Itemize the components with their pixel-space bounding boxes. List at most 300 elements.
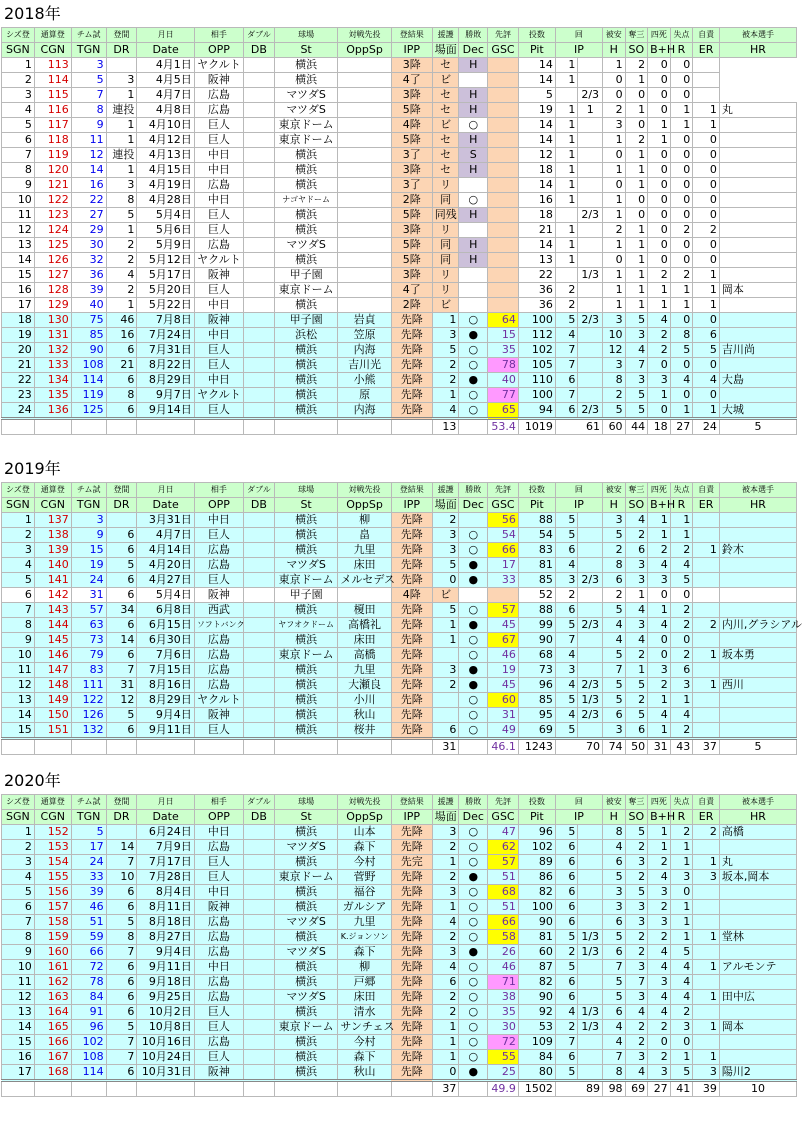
total-cell: [274, 419, 338, 435]
table-cell: 吉川尚: [719, 343, 796, 358]
table-cell: 0: [693, 148, 720, 163]
table-cell: 6: [106, 990, 137, 1005]
table-cell: 4月8日: [137, 103, 194, 118]
table-cell: [459, 588, 488, 603]
table-cell: 先降: [391, 1050, 432, 1065]
table-cell: 4: [648, 1005, 671, 1020]
table-row: [2, 193, 797, 208]
table-cell: [106, 825, 137, 840]
total-cell: 60: [603, 419, 626, 435]
header-cell: シズ登: [2, 483, 35, 498]
table-cell: 横浜: [274, 975, 338, 990]
table-cell: 1: [555, 223, 578, 238]
table-row: [2, 648, 797, 663]
table-cell: 13: [2, 693, 35, 708]
table-cell: 8月18日: [137, 915, 194, 930]
table-cell: 4: [625, 343, 648, 358]
total-cell: [244, 1081, 275, 1097]
header-cell: 被本選手: [719, 483, 796, 498]
table-cell: 0: [693, 388, 720, 403]
table-cell: 田中広: [719, 990, 796, 1005]
table-cell: 2/3: [578, 708, 603, 723]
table-cell: [578, 283, 603, 298]
header-cell: 奪三: [625, 483, 648, 498]
table-cell: 67: [488, 633, 519, 648]
table-cell: 横浜: [274, 960, 338, 975]
table-cell: 中日: [194, 298, 243, 313]
table-cell: [338, 178, 391, 193]
table-cell: [459, 268, 488, 283]
table-cell: ○: [459, 885, 488, 900]
total-cell: 39: [693, 1081, 720, 1097]
table-cell: 1: [555, 238, 578, 253]
table-cell: 63: [71, 618, 106, 633]
table-cell: 0: [670, 588, 693, 603]
table-cell: 102: [518, 343, 555, 358]
table-cell: 4月27日: [137, 573, 194, 588]
table-cell: 40: [71, 298, 106, 313]
table-cell: 5月22日: [137, 298, 194, 313]
table-cell: 6: [106, 588, 137, 603]
table-cell: 10: [2, 648, 35, 663]
table-cell: 巨人: [194, 223, 243, 238]
header-cell: 自責: [693, 795, 720, 810]
table-cell: 巨人: [194, 403, 243, 419]
table-cell: 3: [603, 885, 626, 900]
header-cell: Date: [137, 43, 194, 58]
table-cell: 21: [106, 358, 137, 373]
table-cell: 69: [518, 723, 555, 739]
table-cell: [578, 663, 603, 678]
table-row: [2, 870, 797, 885]
header-cell: 自責: [693, 28, 720, 43]
table-cell: [244, 328, 275, 343]
table-cell: 1: [670, 930, 693, 945]
table-cell: 1: [625, 178, 648, 193]
table-cell: 0: [670, 148, 693, 163]
header-cell: 勝敗: [459, 795, 488, 810]
table-cell: 15: [2, 268, 35, 283]
table-row: [2, 148, 797, 163]
header-cell: 相手: [194, 483, 243, 498]
table-cell: 10: [603, 328, 626, 343]
table-cell: ナゴヤドーム: [274, 193, 338, 208]
table-cell: [244, 558, 275, 573]
table-cell: [338, 148, 391, 163]
table-cell: ○: [459, 930, 488, 945]
header-cell: ER: [693, 43, 720, 58]
table-cell: 1: [106, 163, 137, 178]
table-cell: 0: [670, 358, 693, 373]
header-cell: HR: [719, 498, 796, 513]
table-cell: 2: [625, 945, 648, 960]
table-cell: 59: [71, 930, 106, 945]
table-cell: 先降: [391, 633, 432, 648]
table-cell: 11: [71, 133, 106, 148]
table-cell: 2: [670, 268, 693, 283]
table-cell: 森下: [338, 945, 391, 960]
header-cell: IP: [555, 498, 602, 513]
table-cell: 66: [488, 915, 519, 930]
table-cell: 1: [693, 960, 720, 975]
table-cell: 6: [670, 663, 693, 678]
table-cell: ○: [459, 528, 488, 543]
table-cell: 6: [625, 543, 648, 558]
header-cell: 自責: [693, 483, 720, 498]
table-cell: 3降: [391, 268, 432, 283]
table-cell: 130: [34, 313, 71, 328]
table-cell: [459, 283, 488, 298]
table-cell: [719, 588, 796, 603]
table-cell: [338, 58, 391, 73]
table-cell: [578, 223, 603, 238]
table-cell: [719, 945, 796, 960]
table-cell: 0: [693, 313, 720, 328]
table-row: [2, 58, 797, 73]
table-row: [2, 708, 797, 723]
table-cell: 10月2日: [137, 1005, 194, 1020]
table-cell: [578, 58, 603, 73]
table-cell: 5: [2, 885, 35, 900]
table-cell: 145: [34, 633, 71, 648]
table-cell: 2: [670, 603, 693, 618]
table-cell: 85: [518, 693, 555, 708]
table-cell: 巨人: [194, 208, 243, 223]
table-cell: 17: [71, 840, 106, 855]
header-cell: R: [670, 43, 693, 58]
table-cell: 154: [34, 855, 71, 870]
table-cell: 5: [625, 678, 648, 693]
table-cell: 71: [488, 975, 519, 990]
table-cell: 4: [555, 678, 578, 693]
table-cell: ビ: [432, 73, 459, 88]
table-cell: 4: [670, 990, 693, 1005]
table-cell: 0: [648, 403, 671, 419]
table-cell: [244, 103, 275, 118]
table-cell: 中日: [194, 960, 243, 975]
table-cell: 1: [432, 313, 459, 328]
table-cell: ○: [459, 648, 488, 663]
table-cell: 横浜: [274, 693, 338, 708]
table-cell: 85: [71, 328, 106, 343]
table-cell: 121: [34, 178, 71, 193]
table-cell: H: [459, 208, 488, 223]
table-cell: 3: [648, 373, 671, 388]
table-cell: 1: [603, 238, 626, 253]
table-cell: 2: [603, 388, 626, 403]
table-cell: マツダS: [274, 103, 338, 118]
header-cell: 投数: [518, 483, 555, 498]
table-cell: [693, 708, 720, 723]
table-cell: 4: [2, 103, 35, 118]
header-cell: 被本選手: [719, 795, 796, 810]
table-cell: [244, 1065, 275, 1081]
table-cell: [578, 1065, 603, 1081]
table-cell: 1: [670, 118, 693, 133]
table-cell: 先完: [391, 855, 432, 870]
table-cell: [693, 73, 720, 88]
table-cell: [693, 693, 720, 708]
table-cell: 横浜: [274, 358, 338, 373]
table-cell: 16: [71, 178, 106, 193]
total-cell: [459, 739, 488, 755]
table-cell: 4: [603, 1020, 626, 1035]
header-cell: 勝敗: [459, 28, 488, 43]
table-cell: 4: [555, 708, 578, 723]
table-cell: 88: [518, 513, 555, 528]
table-cell: 横浜: [274, 1035, 338, 1050]
table-cell: ○: [459, 990, 488, 1005]
table-cell: 東京ドーム: [274, 573, 338, 588]
table-cell: 2: [555, 945, 578, 960]
table-cell: 0: [648, 588, 671, 603]
table-cell: 0: [603, 88, 626, 103]
table-cell: 18: [518, 163, 555, 178]
table-cell: 6: [106, 975, 137, 990]
table-cell: 1: [555, 73, 578, 88]
table-cell: 6: [603, 1005, 626, 1020]
table-cell: 5降: [391, 253, 432, 268]
header-cell: Dec: [459, 43, 488, 58]
header-cell: 球場: [274, 28, 338, 43]
table-cell: 9月7日: [137, 388, 194, 403]
table-cell: 4: [648, 708, 671, 723]
table-cell: 12: [603, 343, 626, 358]
table-cell: 坂本,岡本: [719, 870, 796, 885]
header-cell: B+H: [648, 498, 671, 513]
table-cell: ○: [459, 960, 488, 975]
table-cell: 124: [34, 223, 71, 238]
table-cell: 1: [670, 403, 693, 419]
table-cell: 先降: [391, 403, 432, 419]
table-cell: [244, 708, 275, 723]
table-cell: 横浜: [274, 885, 338, 900]
total-cell: [34, 739, 71, 755]
table-cell: 先降: [391, 388, 432, 403]
table-cell: 6: [603, 708, 626, 723]
table-cell: 4: [106, 268, 137, 283]
table-cell: 7月31日: [137, 343, 194, 358]
table-cell: 8: [603, 825, 626, 840]
table-row: [2, 208, 797, 223]
table-cell: 阪神: [194, 588, 243, 603]
table-cell: 2: [432, 930, 459, 945]
table-cell: [488, 208, 519, 223]
table-cell: [719, 178, 796, 193]
table-cell: 5月12日: [137, 253, 194, 268]
table-cell: 4月10日: [137, 118, 194, 133]
table-cell: マツダS: [274, 990, 338, 1005]
table-cell: [244, 238, 275, 253]
table-cell: 3: [603, 723, 626, 739]
table-cell: 14: [518, 58, 555, 73]
table-cell: 4月5日: [137, 73, 194, 88]
table-cell: 66: [71, 945, 106, 960]
total-cell: 31: [648, 739, 671, 755]
table-cell: 1: [603, 58, 626, 73]
table-cell: 14: [518, 73, 555, 88]
table-cell: 4: [670, 373, 693, 388]
table-cell: 3: [693, 1065, 720, 1081]
table-cell: 1: [693, 543, 720, 558]
header-cell: 登結果: [391, 483, 432, 498]
header-cell: SO: [625, 43, 648, 58]
table-cell: 12: [2, 678, 35, 693]
header-cell: SO: [625, 810, 648, 825]
table-cell: 3: [603, 900, 626, 915]
table-cell: 17: [2, 1065, 35, 1081]
table-cell: 広島: [194, 1035, 243, 1050]
table-cell: 1: [693, 118, 720, 133]
table-cell: 0: [603, 148, 626, 163]
table-cell: 11: [2, 663, 35, 678]
table-cell: 52: [518, 588, 555, 603]
table-cell: 1: [555, 178, 578, 193]
total-cell: [137, 419, 194, 435]
table-cell: 12: [2, 223, 35, 238]
table-cell: 広島: [194, 633, 243, 648]
table-cell: ●: [459, 373, 488, 388]
table-cell: 3: [648, 975, 671, 990]
table-cell: 5: [106, 208, 137, 223]
table-row: [2, 588, 797, 603]
table-cell: 6: [106, 885, 137, 900]
table-cell: 82: [518, 885, 555, 900]
table-cell: 5: [670, 343, 693, 358]
table-cell: 3: [648, 915, 671, 930]
table-cell: 5: [555, 825, 578, 840]
header-cell: 奪三: [625, 795, 648, 810]
table-cell: [578, 253, 603, 268]
table-cell: 3: [670, 1020, 693, 1035]
table-cell: 3: [432, 945, 459, 960]
table-cell: [578, 73, 603, 88]
table-cell: 4: [625, 633, 648, 648]
table-cell: [244, 73, 275, 88]
table-cell: 14: [2, 253, 35, 268]
table-cell: 5月4日: [137, 208, 194, 223]
table-cell: H: [459, 103, 488, 118]
table-cell: [488, 73, 519, 88]
table-cell: 4降: [391, 588, 432, 603]
table-cell: 1: [648, 528, 671, 543]
header-cell: チム試: [71, 795, 106, 810]
table-cell: 1/3: [578, 268, 603, 283]
table-cell: 39: [71, 283, 106, 298]
table-row: [2, 313, 797, 328]
table-cell: 東京ドーム: [274, 1020, 338, 1035]
table-cell: 0: [670, 178, 693, 193]
table-cell: 8月29日: [137, 693, 194, 708]
table-cell: [488, 253, 519, 268]
table-cell: 51: [488, 900, 519, 915]
table-cell: 1: [648, 388, 671, 403]
header-cell: TGN: [71, 43, 106, 58]
table-cell: 3: [670, 678, 693, 693]
table-cell: 2: [648, 930, 671, 945]
table-cell: 89: [518, 855, 555, 870]
table-cell: [555, 268, 578, 283]
header-cell: B+H: [648, 810, 671, 825]
table-cell: 0: [693, 238, 720, 253]
table-cell: ○: [459, 633, 488, 648]
table-cell: 巨人: [194, 358, 243, 373]
table-cell: ○: [459, 975, 488, 990]
table-cell: 榎田: [338, 603, 391, 618]
table-cell: 7: [555, 388, 578, 403]
table-cell: 4: [625, 513, 648, 528]
total-cell: [34, 419, 71, 435]
table-cell: 4月1日: [137, 58, 194, 73]
table-cell: 87: [518, 960, 555, 975]
table-cell: [693, 885, 720, 900]
table-cell: 1: [693, 678, 720, 693]
table-cell: [338, 268, 391, 283]
table-cell: 3: [432, 825, 459, 840]
table-cell: 5: [625, 313, 648, 328]
header-cell: 回: [555, 483, 602, 498]
table-cell: 1: [625, 223, 648, 238]
table-cell: 1: [693, 1020, 720, 1035]
table-cell: [338, 283, 391, 298]
table-cell: [244, 133, 275, 148]
table-cell: 8月16日: [137, 678, 194, 693]
table-cell: 110: [518, 373, 555, 388]
header-row-jp: [2, 795, 797, 810]
table-cell: 19: [2, 328, 35, 343]
table-cell: 3: [670, 870, 693, 885]
header-cell: ER: [693, 810, 720, 825]
table-cell: [459, 178, 488, 193]
header-cell: 先評: [488, 483, 519, 498]
table-cell: 1: [693, 283, 720, 298]
table-cell: [244, 960, 275, 975]
table-cell: 4月14日: [137, 543, 194, 558]
table-cell: ○: [459, 723, 488, 739]
table-cell: 3: [2, 855, 35, 870]
table-cell: 先降: [391, 663, 432, 678]
table-cell: 1: [555, 148, 578, 163]
table-cell: 横浜: [274, 543, 338, 558]
header-cell: SGN: [2, 810, 35, 825]
table-cell: 119: [71, 388, 106, 403]
table-cell: [578, 543, 603, 558]
table-cell: 1: [693, 930, 720, 945]
table-cell: 2/3: [578, 573, 603, 588]
table-cell: 3: [648, 663, 671, 678]
table-cell: [719, 193, 796, 208]
table-cell: 先降: [391, 1035, 432, 1050]
table-cell: 31: [71, 588, 106, 603]
header-cell: IP: [555, 810, 602, 825]
table-cell: 82: [518, 975, 555, 990]
table-cell: ソフトバンク: [194, 618, 243, 633]
table-cell: 13: [2, 1005, 35, 1020]
table-cell: [719, 208, 796, 223]
table-cell: 134: [34, 373, 71, 388]
table-cell: 桜井: [338, 723, 391, 739]
table-cell: 20: [2, 343, 35, 358]
table-cell: 先降: [391, 975, 432, 990]
table-cell: 81: [518, 558, 555, 573]
table-cell: [244, 603, 275, 618]
table-cell: 3: [71, 513, 106, 528]
table-cell: 1/3: [578, 945, 603, 960]
header-cell: 相手: [194, 795, 243, 810]
table-cell: リ: [432, 223, 459, 238]
table-cell: 7: [106, 945, 137, 960]
table-cell: 1: [648, 723, 671, 739]
